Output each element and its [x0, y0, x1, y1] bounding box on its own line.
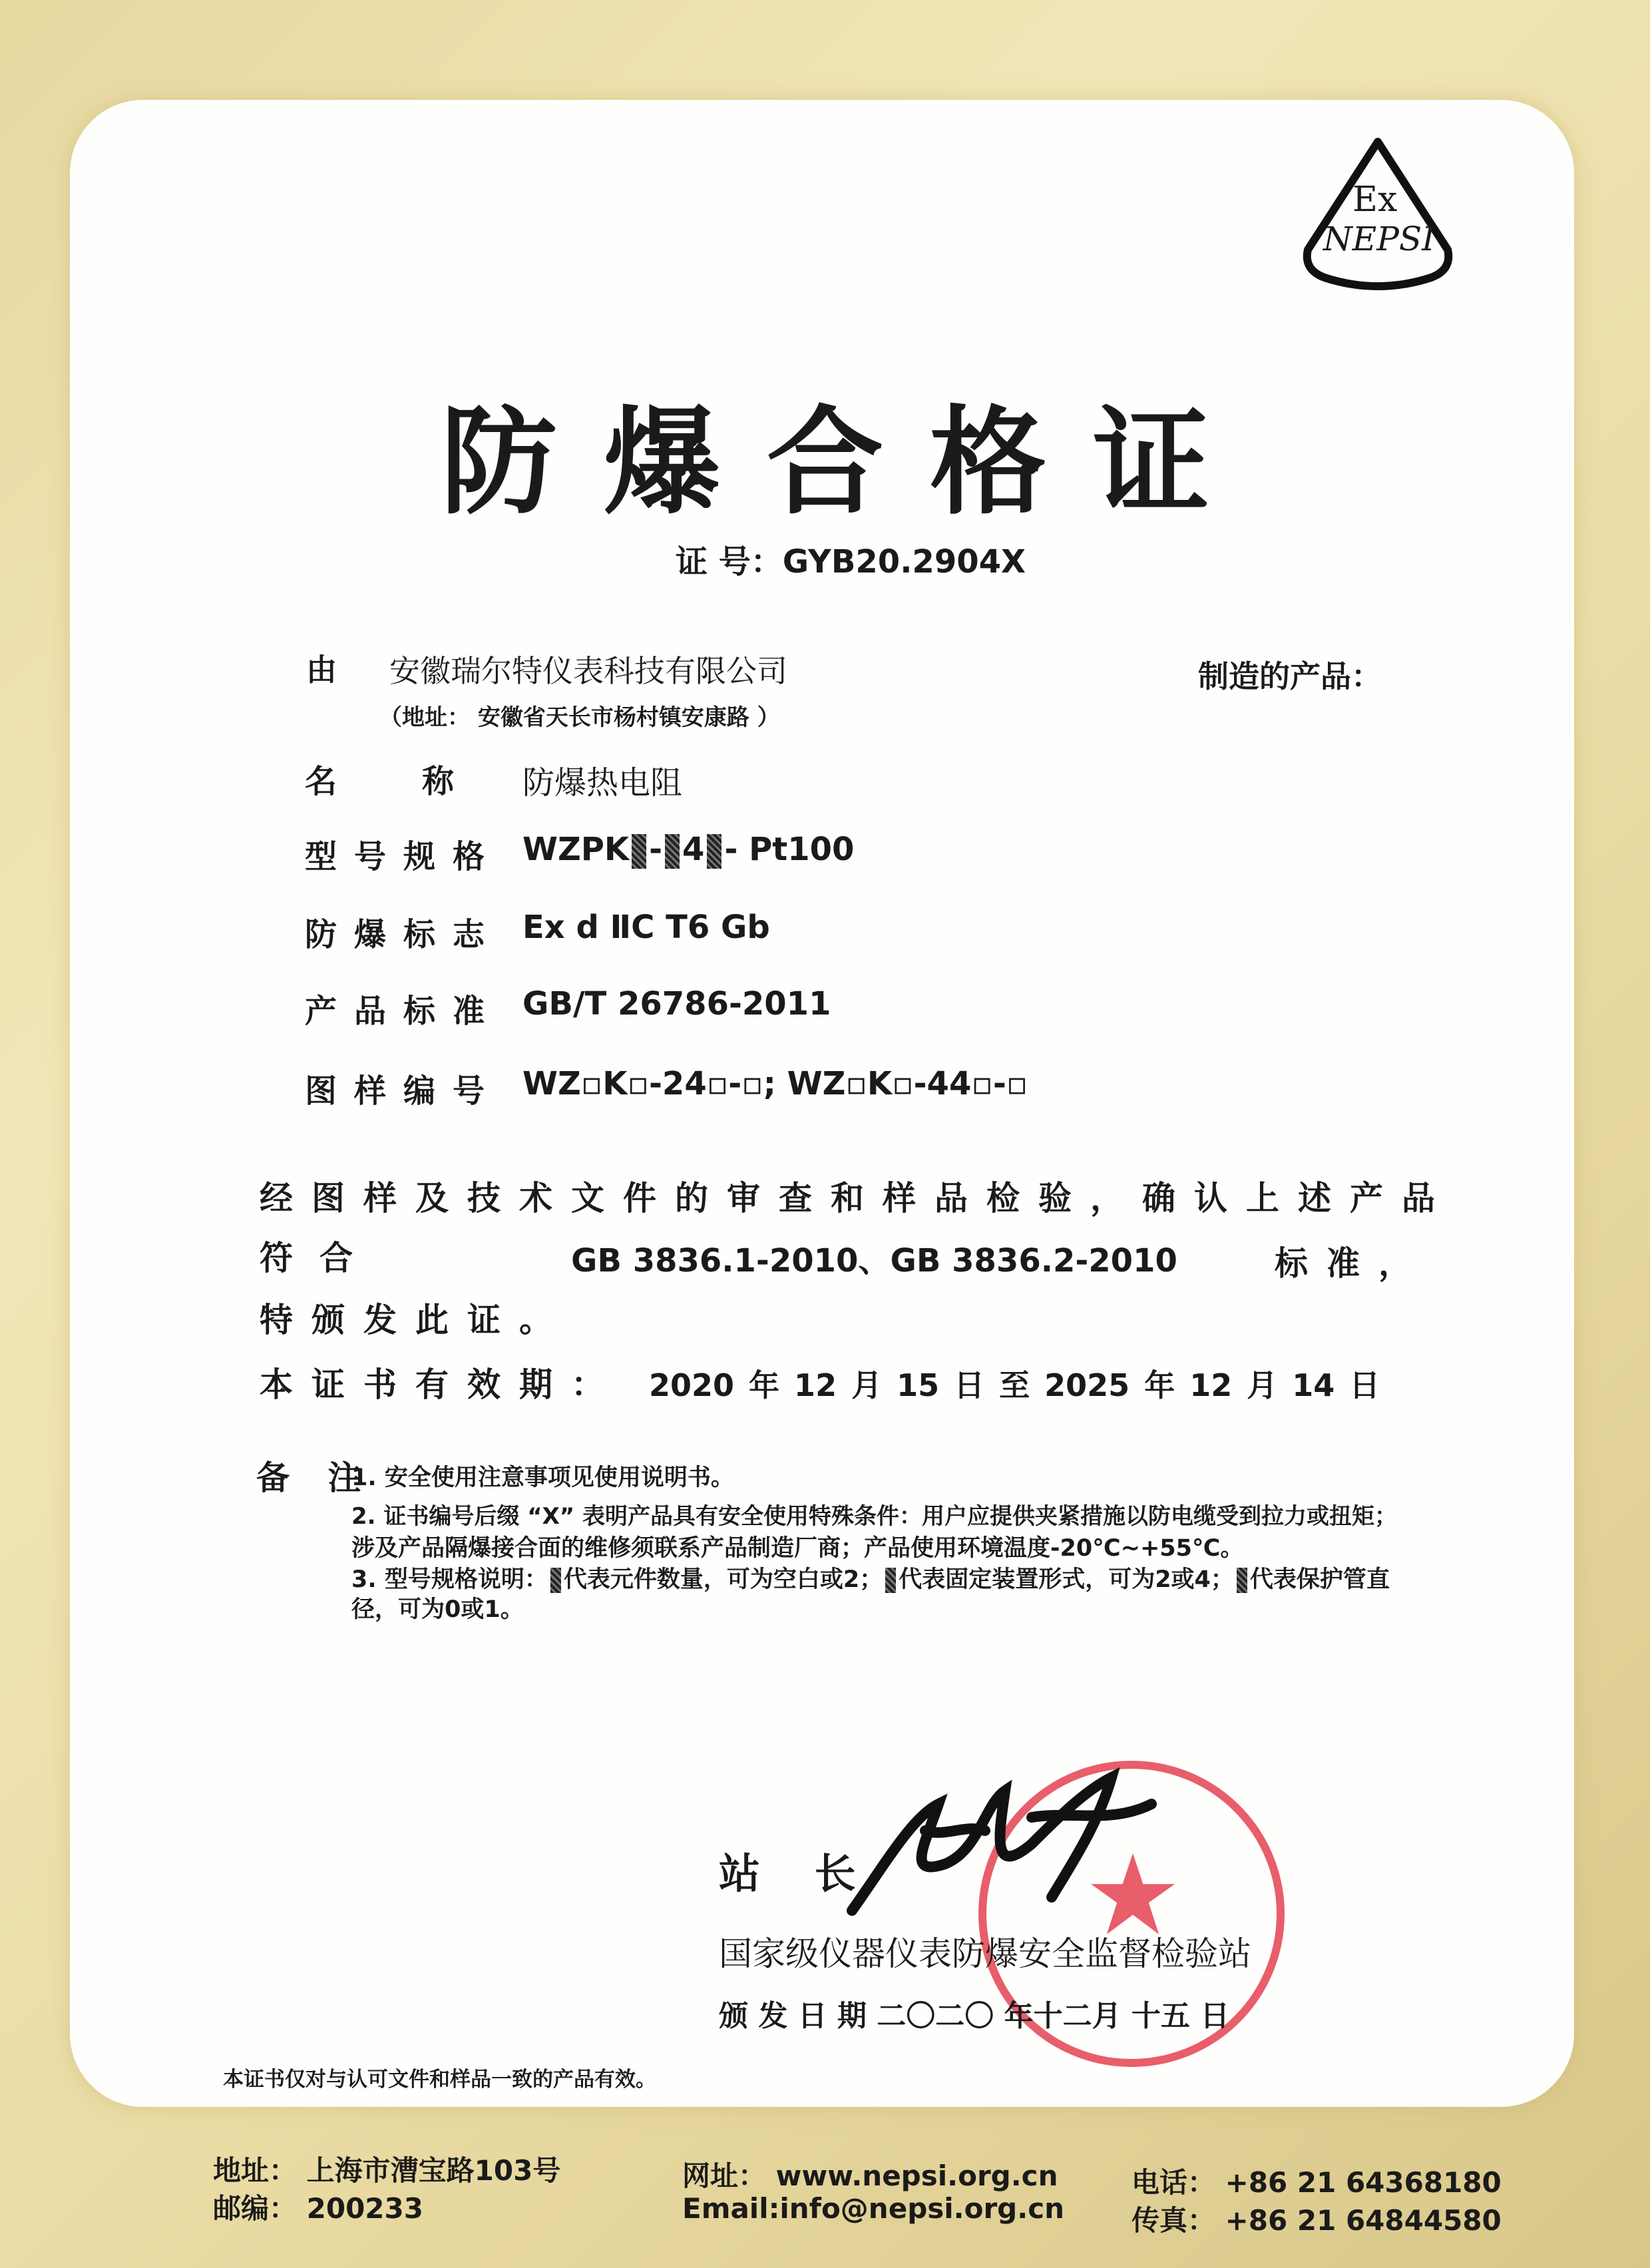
- footer-phone: 电话： +86 21 64368180: [1132, 2166, 1502, 2199]
- manufacturer-suffix: 制造的产品：: [1198, 658, 1382, 694]
- manufacturer-address: （地址： 安徽省天长市杨村镇安康路 ）: [379, 704, 780, 731]
- model-digit: 4: [682, 831, 705, 868]
- model-dash: -: [649, 831, 663, 868]
- statement-line1: 经图样及技术文件的审查和样品检验，确认上述产品: [260, 1179, 1454, 1218]
- director-label: 站 长: [719, 1849, 876, 1898]
- remark-3-b: 代表固定装置形式，可为2或4；: [899, 1566, 1234, 1593]
- nepsi-logo: [1298, 136, 1458, 293]
- field-label-standard: 产品标准: [305, 993, 503, 1030]
- statement-standards: GB 3836.1-2010、GB 3836.2-2010: [571, 1242, 1177, 1279]
- redacted-b: [885, 1568, 896, 1593]
- remark-2: 2. 证书编号后缀 “X” 表明产品具有安全使用特殊条件：用户应提供夹紧措施以防电缆受到拉力或扭矩；: [351, 1503, 1397, 1530]
- footer-fax: 传真： +86 21 64844580: [1132, 2204, 1502, 2237]
- field-value-standard: GB/T 26786-2011: [522, 985, 831, 1022]
- validity-label: 本证书有效期：: [260, 1365, 623, 1404]
- field-value-marking: Ex d ⅡC T6 Gb: [522, 909, 770, 946]
- field-label-drawing: 图样编号: [305, 1072, 503, 1110]
- logo-nepsi: NEPSI: [1323, 220, 1435, 258]
- redacted-a: [632, 834, 646, 869]
- redacted-a: [550, 1568, 561, 1593]
- redacted-b: [665, 834, 680, 869]
- statement-line2-suffix: 标准，: [1275, 1244, 1430, 1283]
- certificate-number: 证 号：GYB20.2904X: [676, 543, 1026, 580]
- field-label-name: 名 称: [305, 763, 481, 800]
- remark-3: [351, 1561, 1390, 1594]
- footer-website[interactable]: 网址： www.nepsi.org.cn: [682, 2159, 1058, 2192]
- signature-icon: [832, 1764, 1191, 1937]
- field-label-model: 型号规格: [305, 838, 503, 875]
- field-value-name: 防爆热电阻: [522, 764, 683, 801]
- footer-postcode: 邮编： 200233: [213, 2192, 423, 2225]
- logo-ex: Ex: [1352, 180, 1398, 220]
- statement-line3: 特颁发此证。: [260, 1301, 571, 1339]
- validity-value: 2020 年 12 月 15 日 至 2025 年 12 月 14 日: [649, 1367, 1380, 1403]
- manufacturer-prefix: 由: [306, 652, 337, 688]
- remark-3-label: 3. 型号规格说明：: [351, 1566, 548, 1593]
- field-label-marking: 防爆标志: [305, 916, 503, 953]
- page-title: 防爆合格证: [441, 395, 1256, 531]
- redacted-c: [1237, 1568, 1247, 1593]
- model-prefix: WZPK: [522, 831, 630, 868]
- remark-3-cont: 径，可为0或1。: [351, 1596, 524, 1623]
- remark-3-a: 代表元件数量，可为空白或2；: [563, 1566, 883, 1593]
- field-value-drawing: WZ▫K▫-24▫-▫; WZ▫K▫-44▫-▫: [522, 1065, 1028, 1102]
- model-suffix: - Pt100: [724, 831, 855, 868]
- manufacturer-name: 安徽瑞尔特仪表科技有限公司: [389, 653, 787, 689]
- remarks-label: 备 注: [256, 1459, 375, 1497]
- field-value-model: [522, 831, 854, 869]
- redacted-c: [707, 834, 722, 869]
- remark-2-cont: 涉及产品隔爆接合面的维修须联系产品制造厂商；产品使用环境温度-20℃~+55℃。: [351, 1535, 1244, 1562]
- issue-date: 颁 发 日 期 二〇二〇 年十二月 十五 日: [719, 1999, 1230, 2033]
- remark-1: 1. 安全使用注意事项见使用说明书。: [351, 1465, 734, 1491]
- remark-3-c: 代表保护管直: [1249, 1566, 1390, 1593]
- footer-email[interactable]: Email:info@nepsi.org.cn: [682, 2192, 1064, 2225]
- footer-address: 地址： 上海市漕宝路103号: [213, 2154, 561, 2187]
- station-name: 国家级仪器仪表防爆安全监督检验站: [719, 1934, 1251, 1973]
- validity-note: 本证书仅对与认可文件和样品一致的产品有效。: [223, 2068, 656, 2092]
- statement-line2-prefix: 符合: [260, 1239, 379, 1277]
